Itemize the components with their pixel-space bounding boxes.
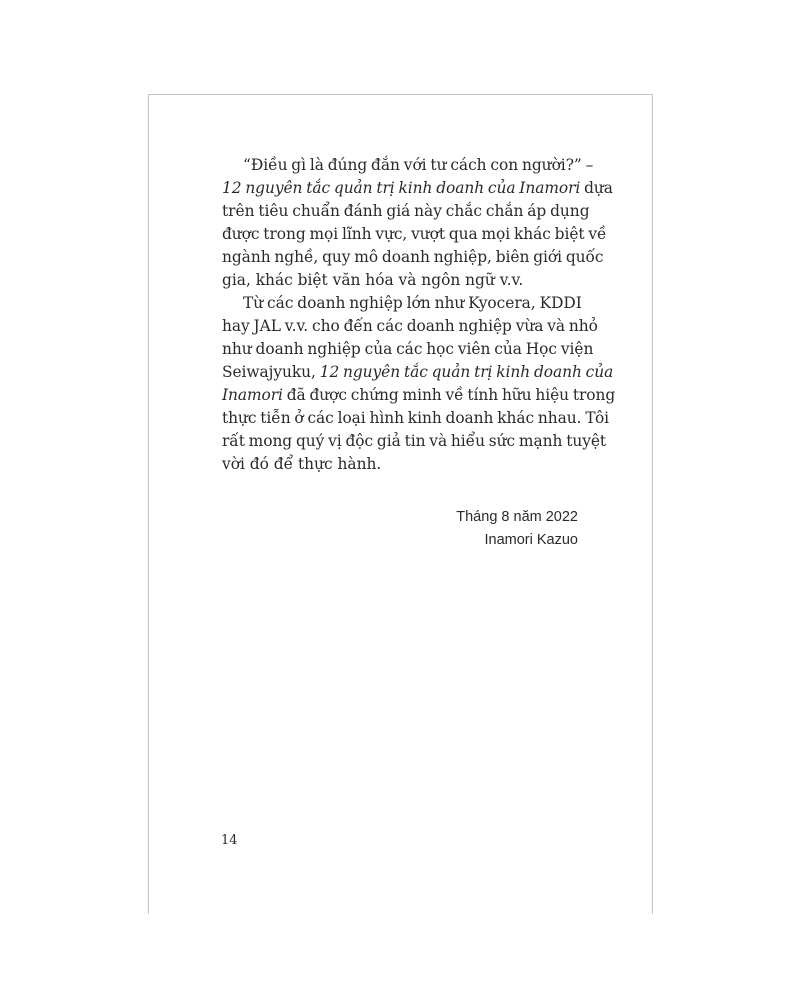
text-line bbox=[222, 177, 613, 200]
text-line: thực tiễn ở các loại hình kinh doanh khác nhau. Tôi bbox=[222, 409, 610, 427]
text-line: vời đó để thực hành. bbox=[222, 455, 382, 473]
text-line: gia, khác biệt văn hóa và ngôn ngữ v.v. bbox=[222, 271, 524, 289]
text-line bbox=[222, 361, 614, 384]
text-line: như doanh nghiệp của các học viên của Học viện bbox=[222, 340, 594, 358]
text-line: hay JAL v.v. cho đến các doanh nghiệp vừa và nhỏ bbox=[222, 317, 598, 335]
signature-date: Tháng 8 năm 2022 bbox=[456, 509, 578, 525]
signature bbox=[456, 506, 578, 552]
text-line: trên tiêu chuẩn đánh giá này chắc chắn áp dụng bbox=[222, 202, 590, 220]
paragraph-2 bbox=[222, 292, 616, 476]
body-text bbox=[222, 154, 616, 476]
text-fragment: dựa bbox=[580, 179, 613, 197]
text-line: Từ các doanh nghiệp lớn như Kyocera, KDDI bbox=[243, 294, 582, 312]
text-line: rất mong quý vị độc giả tin và hiểu sức mạnh tuyệt bbox=[222, 432, 607, 450]
text-line: ngành nghề, quy mô doanh nghiệp, biên giới quốc bbox=[222, 248, 604, 266]
signature-author: Inamori Kazuo bbox=[484, 532, 578, 548]
text-line bbox=[222, 384, 616, 407]
book-title-italic: 12 nguyên tắc quản trị kinh doanh của bbox=[319, 363, 614, 381]
page-number: 14 bbox=[221, 833, 238, 848]
text-line: “Điều gì là đúng đắn với tư cách con người?” – bbox=[243, 156, 594, 174]
book-title-italic: 12 nguyên tắc quản trị kinh doanh của Inamori bbox=[222, 179, 581, 197]
paragraph-1 bbox=[222, 154, 613, 292]
book-title-italic: Inamori bbox=[222, 386, 283, 404]
text-fragment: Seiwajyuku, bbox=[222, 363, 320, 381]
text-line: được trong mọi lĩnh vực, vượt qua mọi khác biệt về bbox=[222, 225, 607, 243]
text-fragment: đã được chứng minh về tính hữu hiệu trong bbox=[282, 386, 616, 404]
